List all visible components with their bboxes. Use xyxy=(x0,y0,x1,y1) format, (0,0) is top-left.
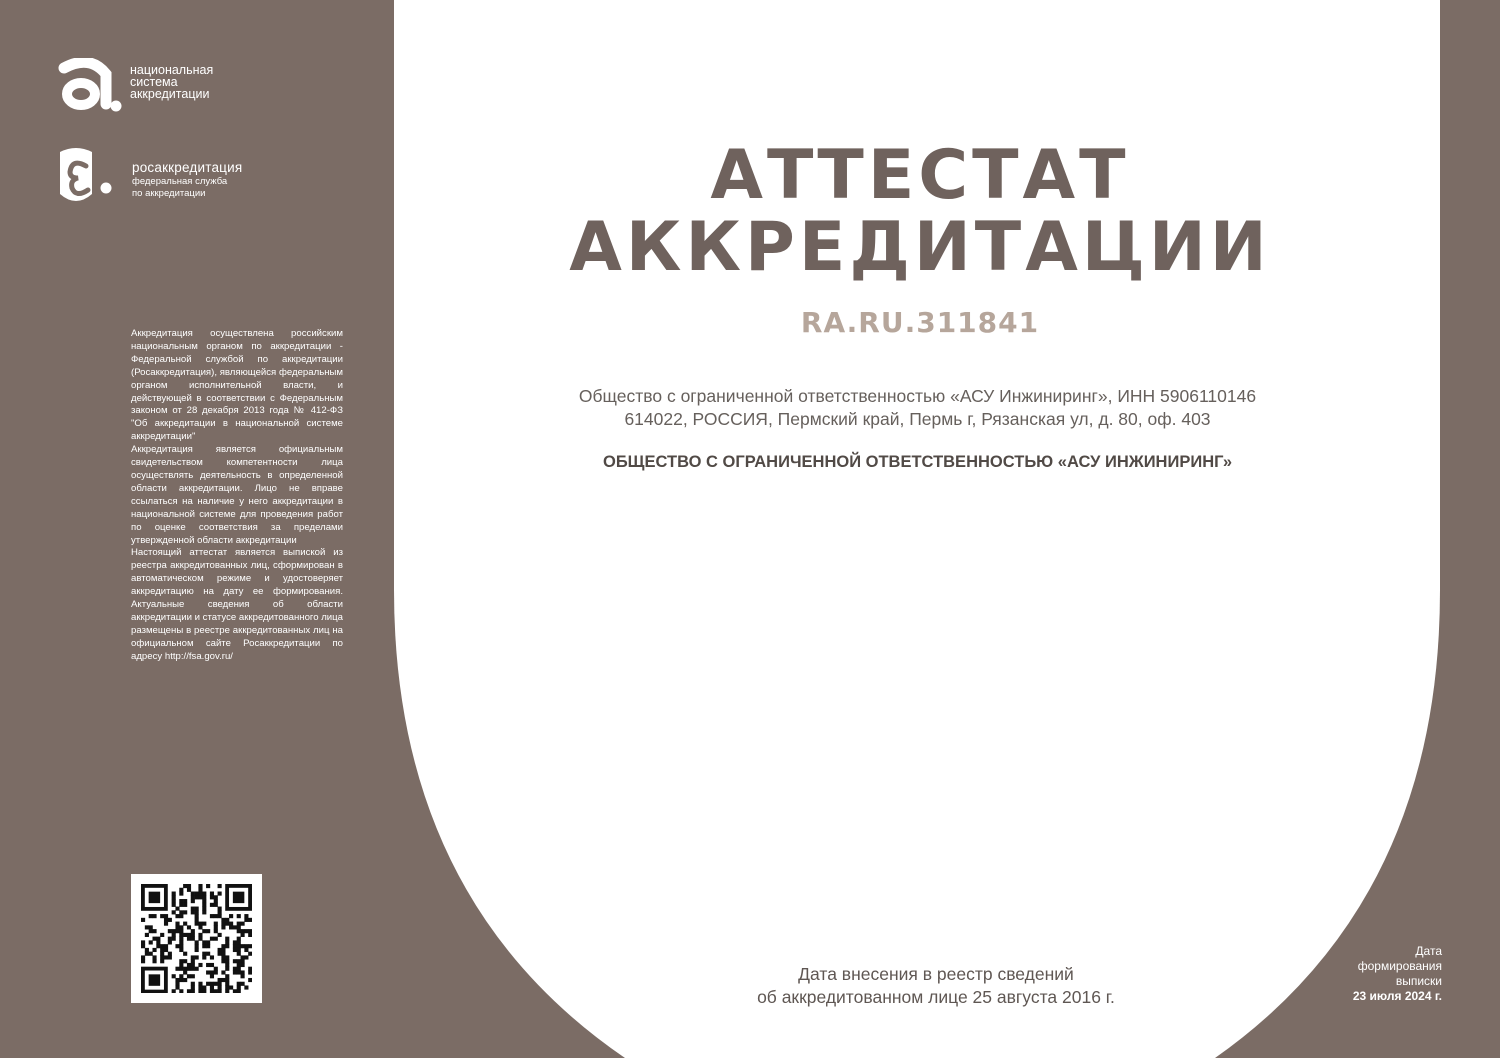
nsa-logo-line: национальная xyxy=(130,63,214,77)
organization-info xyxy=(470,385,1365,431)
fsa-logo-subtitle: федеральная служба xyxy=(132,176,228,187)
accreditation-disclaimer xyxy=(131,328,343,664)
certificate-title-line2: АККРЕДИТАЦИИ xyxy=(569,208,1271,287)
disclaimer-paragraph: Аккредитация является официальным свидетельством компетентности лица осуществлять деятельность в определенной области аккредитации. Лицо не вправе ссылаться на наличие у него аккредитации в национальной системе для проведения работ по оценке соответствия за пределами утвержденной области аккредитации xyxy=(131,444,343,546)
disclaimer-paragraph: Аккредитация осуществлена российским национальным органом по аккредитации - Федеральной службой по аккредитации (Росаккредитация), являющейся федеральным органом исполнительной власти, и действующей в соответствии с Федеральным законом от 28 декабря 2013 года № 412-ФЗ "Об аккредитации в национальной системе аккредитации" xyxy=(131,328,343,443)
organization-name: ОБЩЕСТВО С ОГРАНИЧЕННОЙ ОТВЕТСТВЕННОСТЬЮ «АСУ ИНЖИНИРИНГ» xyxy=(602,453,1233,471)
organization-address-line: 614022, РОССИЯ, Пермский край, Пермь г, Рязанская ул, д. 80, оф. 403 xyxy=(624,409,1211,429)
registry-date xyxy=(686,963,1186,1009)
registry-date-line: Дата внесения в реестр сведений xyxy=(798,964,1074,984)
fsa-logo xyxy=(56,144,242,210)
organization-inn-line: Общество с ограниченной ответственностью «АСУ Инжиниринг», ИНН 5906110146 xyxy=(578,386,1257,406)
fsa-logo-title: росаккредитация xyxy=(132,160,243,175)
nsa-logo-line: аккредитации xyxy=(130,87,210,101)
fsa-logo-subtitle: по аккредитации xyxy=(132,188,206,199)
certificate-title-line1: АТТЕСТАТ xyxy=(710,136,1130,215)
certificate-number: RA.RU.311841 xyxy=(800,306,1040,339)
extract-date-label: Дата xyxy=(1415,944,1442,958)
extract-date xyxy=(1292,944,1442,1004)
extract-date-value: 23 июля 2024 г. xyxy=(1352,989,1442,1003)
extract-date-label: формирования xyxy=(1357,959,1442,973)
nsa-logo-line: система xyxy=(130,75,178,89)
extract-date-label: выписки xyxy=(1395,974,1442,988)
nsa-logo-icon xyxy=(56,58,122,116)
registry-date-line: об аккредитованном лице 25 августа 2016 г. xyxy=(757,987,1115,1007)
fsa-logo-icon xyxy=(56,144,122,210)
nsa-logo xyxy=(56,58,213,116)
disclaimer-paragraph: Настоящий аттестат является выпиской из реестра аккредитованных лиц, сформирован в автоматическом режиме и удостоверяет аккредитацию на дату ее формирования. Актуальные сведения об области аккредитации и статусе аккредитованного лица размещены в реестре аккредитованных лиц на официальном сайте Росаккредитации по адресу http://fsa.gov.ru/ xyxy=(131,547,343,662)
qr-code-icon xyxy=(141,884,252,993)
qr-code xyxy=(131,874,262,1003)
